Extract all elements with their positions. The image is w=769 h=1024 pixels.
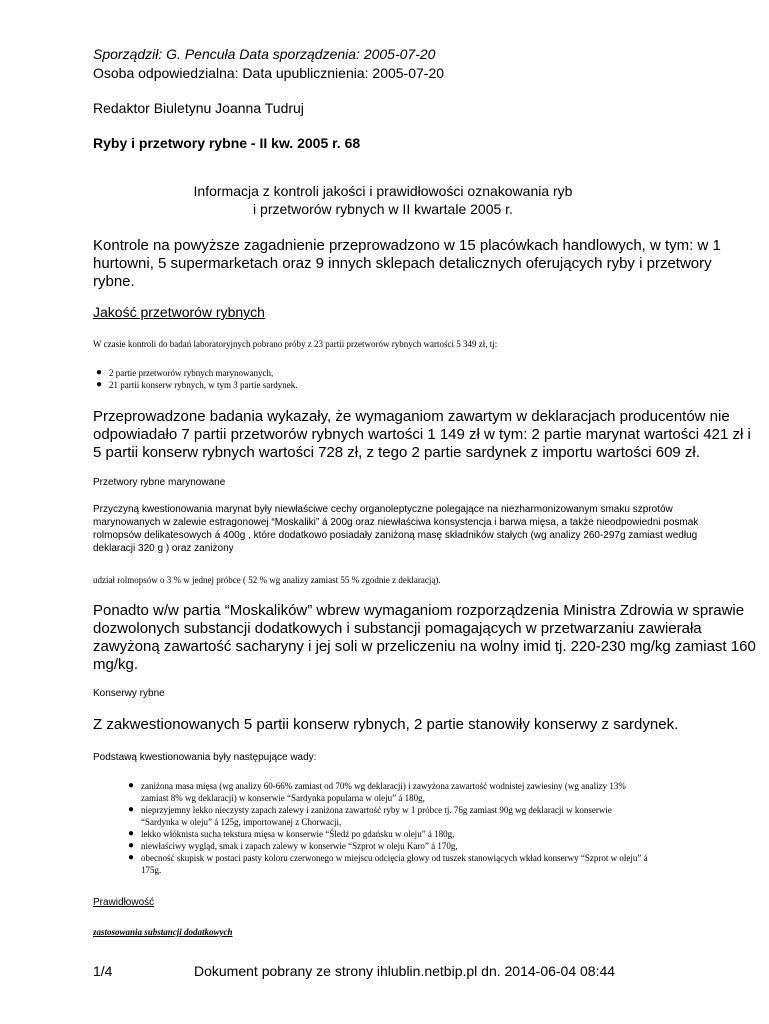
additives-subheading: zastosowania substancji dodatkowych <box>93 927 233 937</box>
responsible-person: Osoba odpowiedzialna: Data upublicznienia: 2005-07-20 <box>93 65 445 81</box>
list-item: ● nieprzyjemny lekko nieczysty zapach zalewy i zaniżona zawartość ryby w 1 próbce tj. 76g zamiast 90g wg deklaracji w konserwie “Sardynka w oleju” á 125g, importowanej z Chorwacji, <box>128 804 612 827</box>
editor: Redaktor Biuletynu Joanna Tudruj <box>93 100 304 116</box>
bullet-icon: ● <box>128 828 135 839</box>
bullet-icon: ● <box>128 840 135 851</box>
bullet-icon: ● <box>128 780 135 791</box>
moskaliki-line-2: dozwolonych substancji dodatkowych i substancji pomagających w przetwarzaniu zawierała <box>93 620 702 637</box>
defects-list <box>128 780 728 876</box>
bullet-icon: ● <box>96 367 103 378</box>
list-item: ● 2 partie przetworów rybnych marynowanych, <box>96 367 274 378</box>
title-line-1: Informacja z kontroli jakości i prawidłowości oznakowania ryb <box>193 183 573 199</box>
moskaliki-line-3: zawyżoną zawartość sacharyny i jej soli w przeliczeniu na wolny imid tj. 220-230 mg/kg zamiast 160 <box>93 638 756 655</box>
canned-summary: Z zakwestionowanych 5 partii konserw rybnych, 2 partie stanowiły konserwy z sardynek. <box>93 716 679 733</box>
list-item: ● zaniżona masa mięsa (wg analizy 60-66% zamiast od 70% wg deklaracji) i zawyżona zawartość wodnistej zawiesiny (wg analizy 13% zamiast 8% wg deklaracji) w konserwie “Sardynka popularna w oleju” á 180g, <box>128 780 626 803</box>
page-number: 1/4 <box>93 963 113 979</box>
defects-intro: Podstawą kwestionowania były następujące wady: <box>93 752 317 763</box>
quality-heading: Jakość przetworów rybnych <box>93 304 265 320</box>
marinated-line-1: Przyczyną kwestionowania marynat były niewłaściwe cechy organoleptyczne polegające na niezharmonizowanym smaku szprotów <box>93 504 673 515</box>
marinated-line-4: deklaracji 320 g ) oraz zaniżony <box>93 543 234 554</box>
list-item: ● obecność skupisk w postaci pasty koloru czerwonego w miejscu odcięcia głowy od tuszek stanowiących wkład konserwy “Szprot w oleju” á 175g. <box>128 852 648 875</box>
samples-text: W czasie kontroli do badań laboratoryjnych pobrano próby z 23 partii przetworów rybnych wartości 5 349 zł, tj: <box>93 339 498 349</box>
results-line-1: Przeprowadzone badania wykazały, że wymaganiom zawartym w deklaracjach producentów nie <box>93 408 730 425</box>
marinated-line-3: rolmopsów delikatesowych á 400g , które dodatkowo posiadały zaniżoną masę składników stałych (wg analizy 260-297g zamiast według <box>93 530 698 541</box>
canned-heading: Konserwy rybne <box>93 688 165 699</box>
rolmops-text: udział rolmopsów o 3 % w jednej próbce ( 52 % wg analizy zamiast 55 % zgodnie z deklaracją). <box>93 575 441 585</box>
list-item: ● 21 partii konserw rybnych, w tym 3 partie sardynek. <box>96 379 298 390</box>
list-item: ● niewłaściwy wygląd, smak i zapach zalewy w konserwie “Szprot w oleju Karo” á 170g, <box>128 840 458 851</box>
results-line-2: odpowiadało 7 partii przetworów rybnych wartości 1 149 zł w tym: 2 partie marynat wartości 421 zł i <box>93 426 751 443</box>
moskaliki-line-1: Ponadto w/w partia “Moskalików” wbrew wymaganiom rozporządzenia Ministra Zdrowia w sprawie <box>93 602 745 619</box>
bullet-icon: ● <box>128 852 135 863</box>
intro-line-1: Kontrole na powyższe zagadnienie przeprowadzono w 15 placówkach handlowych, w tym: w 1 <box>93 237 721 254</box>
marinated-heading: Przetwory rybne marynowane <box>93 477 226 488</box>
correctness-heading: Prawidłowość <box>93 897 155 908</box>
title-line-2: i przetworów rybnych w II kwartale 2005 r. <box>253 201 513 217</box>
prepared-by: Sporządził: G. Pencuła Data sporządzenia: 2005-07-20 <box>93 46 436 62</box>
document-heading: Ryby i przetwory rybne - II kw. 2005 r. 68 <box>93 135 361 151</box>
bullet-icon: ● <box>128 804 135 815</box>
moskaliki-line-4: mg/kg. <box>93 656 139 673</box>
source-note: Dokument pobrany ze strony ihlublin.netbip.pl dn. 2014-06-04 08:44 <box>194 963 616 979</box>
list-item: ● lekko włóknista sucha tekstura mięsa w konserwie “Śledź po gdańsku w oleju” á 180g, <box>128 828 455 839</box>
results-line-3: 5 partii konserw rybnych wartości 728 zł, z tego 2 partie sardynek z importu wartości 609 zł. <box>93 444 700 461</box>
marinated-line-2: marynowanych w zalewie estragonowej “Moskaliki” á 200g oraz niewłaściwa konsystencja i barwa mięsa, a także nieodpowiedni posmak <box>93 517 699 528</box>
intro-line-3: rybne. <box>93 273 135 290</box>
bullet-icon: ● <box>96 379 103 390</box>
intro-line-2: hurtowni, 5 supermarketach oraz 9 innych sklepach detalicznych oferujących ryby i przetwory <box>93 255 712 272</box>
